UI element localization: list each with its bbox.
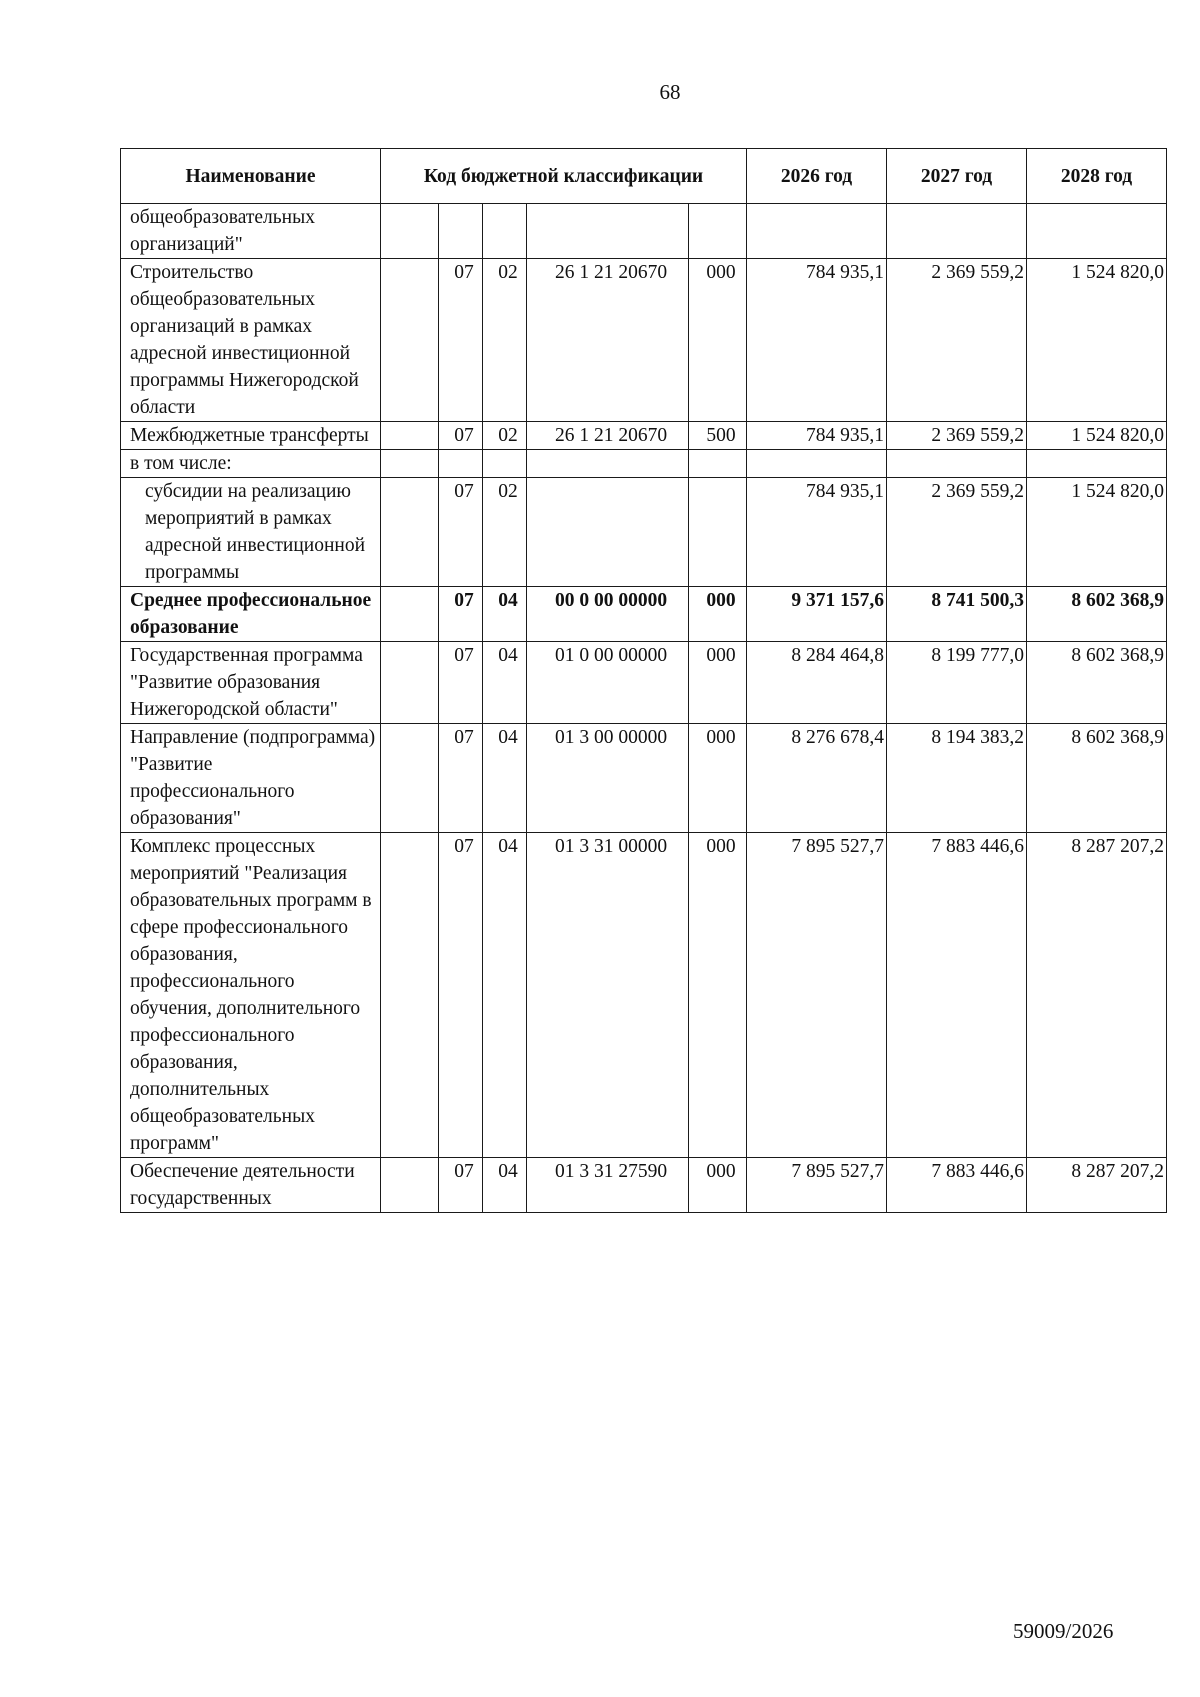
row-name: субсидии на реализацию мероприятий в рамках адресной инвестиционной программы [121, 478, 381, 587]
row-target-code [527, 478, 689, 587]
row-value-2028: 8 602 368,9 [1027, 642, 1167, 724]
header-2028: 2028 год [1027, 149, 1167, 204]
row-target-code: 00 0 00 00000 [527, 587, 689, 642]
header-name: Наименование [121, 149, 381, 204]
row-value-2026: 9 371 157,6 [747, 587, 887, 642]
row-value-2027: 2 369 559,2 [887, 422, 1027, 450]
table-row [121, 204, 1167, 259]
row-code-blank [381, 833, 439, 1158]
row-expense-type-code: 000 [689, 833, 747, 1158]
row-subsection-code: 04 [483, 587, 527, 642]
row-target-code: 01 3 31 00000 [527, 833, 689, 1158]
row-section-code: 07 [439, 422, 483, 450]
table-row [121, 833, 1167, 1158]
row-target-code [527, 450, 689, 478]
row-subsection-code: 02 [483, 259, 527, 422]
row-section-code: 07 [439, 724, 483, 833]
row-value-2026 [747, 204, 887, 259]
row-value-2028: 1 524 820,0 [1027, 422, 1167, 450]
row-section-code: 07 [439, 259, 483, 422]
header-code: Код бюджетной классификации [381, 149, 747, 204]
row-name: Межбюджетные трансферты [121, 422, 381, 450]
row-value-2027: 2 369 559,2 [887, 259, 1027, 422]
table-row [121, 1158, 1167, 1213]
row-code-blank [381, 422, 439, 450]
row-subsection-code: 02 [483, 478, 527, 587]
row-expense-type-code: 000 [689, 724, 747, 833]
table-row [121, 259, 1167, 422]
row-value-2027: 8 741 500,3 [887, 587, 1027, 642]
row-value-2026: 784 935,1 [747, 259, 887, 422]
row-value-2027: 7 883 446,6 [887, 833, 1027, 1158]
table-row [121, 422, 1167, 450]
row-section-code: 07 [439, 587, 483, 642]
row-name: Среднее профессиональное образование [121, 587, 381, 642]
row-target-code: 01 3 31 27590 [527, 1158, 689, 1213]
row-section-code: 07 [439, 478, 483, 587]
row-value-2028: 1 524 820,0 [1027, 478, 1167, 587]
row-subsection-code [483, 450, 527, 478]
row-value-2027 [887, 204, 1027, 259]
row-section-code: 07 [439, 833, 483, 1158]
row-code-blank [381, 587, 439, 642]
row-target-code [527, 204, 689, 259]
row-name: Обеспечение деятельности государственных [121, 1158, 381, 1213]
table-row [121, 642, 1167, 724]
table-row [121, 587, 1167, 642]
page-number: 68 [659, 80, 681, 104]
row-section-code: 07 [439, 1158, 483, 1213]
row-value-2028: 1 524 820,0 [1027, 259, 1167, 422]
row-code-blank [381, 642, 439, 724]
row-expense-type-code: 000 [689, 1158, 747, 1213]
row-subsection-code: 04 [483, 1158, 527, 1213]
row-name: Комплекс процессных мероприятий "Реализация образовательных программ в сфере профессионального образования, профессионального обучения, дополнительного профессионального образования, дополнительных общеобразовательных программ" [121, 833, 381, 1158]
row-code-blank [381, 204, 439, 259]
row-target-code: 01 3 00 00000 [527, 724, 689, 833]
row-value-2026: 784 935,1 [747, 422, 887, 450]
row-name: общеобразовательных организаций" [121, 204, 381, 259]
row-code-blank [381, 724, 439, 833]
row-value-2027: 8 199 777,0 [887, 642, 1027, 724]
row-value-2026: 784 935,1 [747, 478, 887, 587]
row-expense-type-code: 500 [689, 422, 747, 450]
row-expense-type-code [689, 478, 747, 587]
row-code-blank [381, 450, 439, 478]
row-name: Направление (подпрограмма) "Развитие профессионального образования" [121, 724, 381, 833]
row-value-2028 [1027, 450, 1167, 478]
row-value-2027: 7 883 446,6 [887, 1158, 1027, 1213]
row-target-code: 26 1 21 20670 [527, 259, 689, 422]
row-subsection-code: 04 [483, 833, 527, 1158]
row-target-code: 01 0 00 00000 [527, 642, 689, 724]
header-2026: 2026 год [747, 149, 887, 204]
row-subsection-code: 02 [483, 422, 527, 450]
table-row [121, 478, 1167, 587]
row-name: Государственная программа "Развитие образования Нижегородской области" [121, 642, 381, 724]
row-code-blank [381, 1158, 439, 1213]
row-expense-type-code: 000 [689, 587, 747, 642]
row-value-2028: 8 602 368,9 [1027, 724, 1167, 833]
row-name: в том числе: [121, 450, 381, 478]
row-expense-type-code: 000 [689, 259, 747, 422]
row-expense-type-code [689, 204, 747, 259]
row-value-2026: 7 895 527,7 [747, 1158, 887, 1213]
row-value-2028 [1027, 204, 1167, 259]
document-number: 59009/2026 [1013, 1619, 1114, 1643]
row-subsection-code: 04 [483, 642, 527, 724]
row-value-2027: 2 369 559,2 [887, 478, 1027, 587]
row-expense-type-code [689, 450, 747, 478]
row-code-blank [381, 259, 439, 422]
row-value-2026: 8 276 678,4 [747, 724, 887, 833]
row-section-code [439, 450, 483, 478]
budget-table [120, 148, 1167, 1213]
table-row [121, 450, 1167, 478]
row-section-code: 07 [439, 642, 483, 724]
row-value-2026: 8 284 464,8 [747, 642, 887, 724]
row-value-2027: 8 194 383,2 [887, 724, 1027, 833]
row-target-code: 26 1 21 20670 [527, 422, 689, 450]
table-row [121, 724, 1167, 833]
row-value-2026: 7 895 527,7 [747, 833, 887, 1158]
row-section-code [439, 204, 483, 259]
row-subsection-code [483, 204, 527, 259]
row-value-2026 [747, 450, 887, 478]
row-expense-type-code: 000 [689, 642, 747, 724]
row-value-2028: 8 602 368,9 [1027, 587, 1167, 642]
header-2027: 2027 год [887, 149, 1027, 204]
row-subsection-code: 04 [483, 724, 527, 833]
table-header-row [121, 149, 1167, 204]
row-value-2028: 8 287 207,2 [1027, 833, 1167, 1158]
row-name: Строительство общеобразовательных организаций в рамках адресной инвестиционной программы Нижегородской области [121, 259, 381, 422]
row-value-2027 [887, 450, 1027, 478]
table-body [121, 204, 1167, 1213]
row-value-2028: 8 287 207,2 [1027, 1158, 1167, 1213]
row-code-blank [381, 478, 439, 587]
